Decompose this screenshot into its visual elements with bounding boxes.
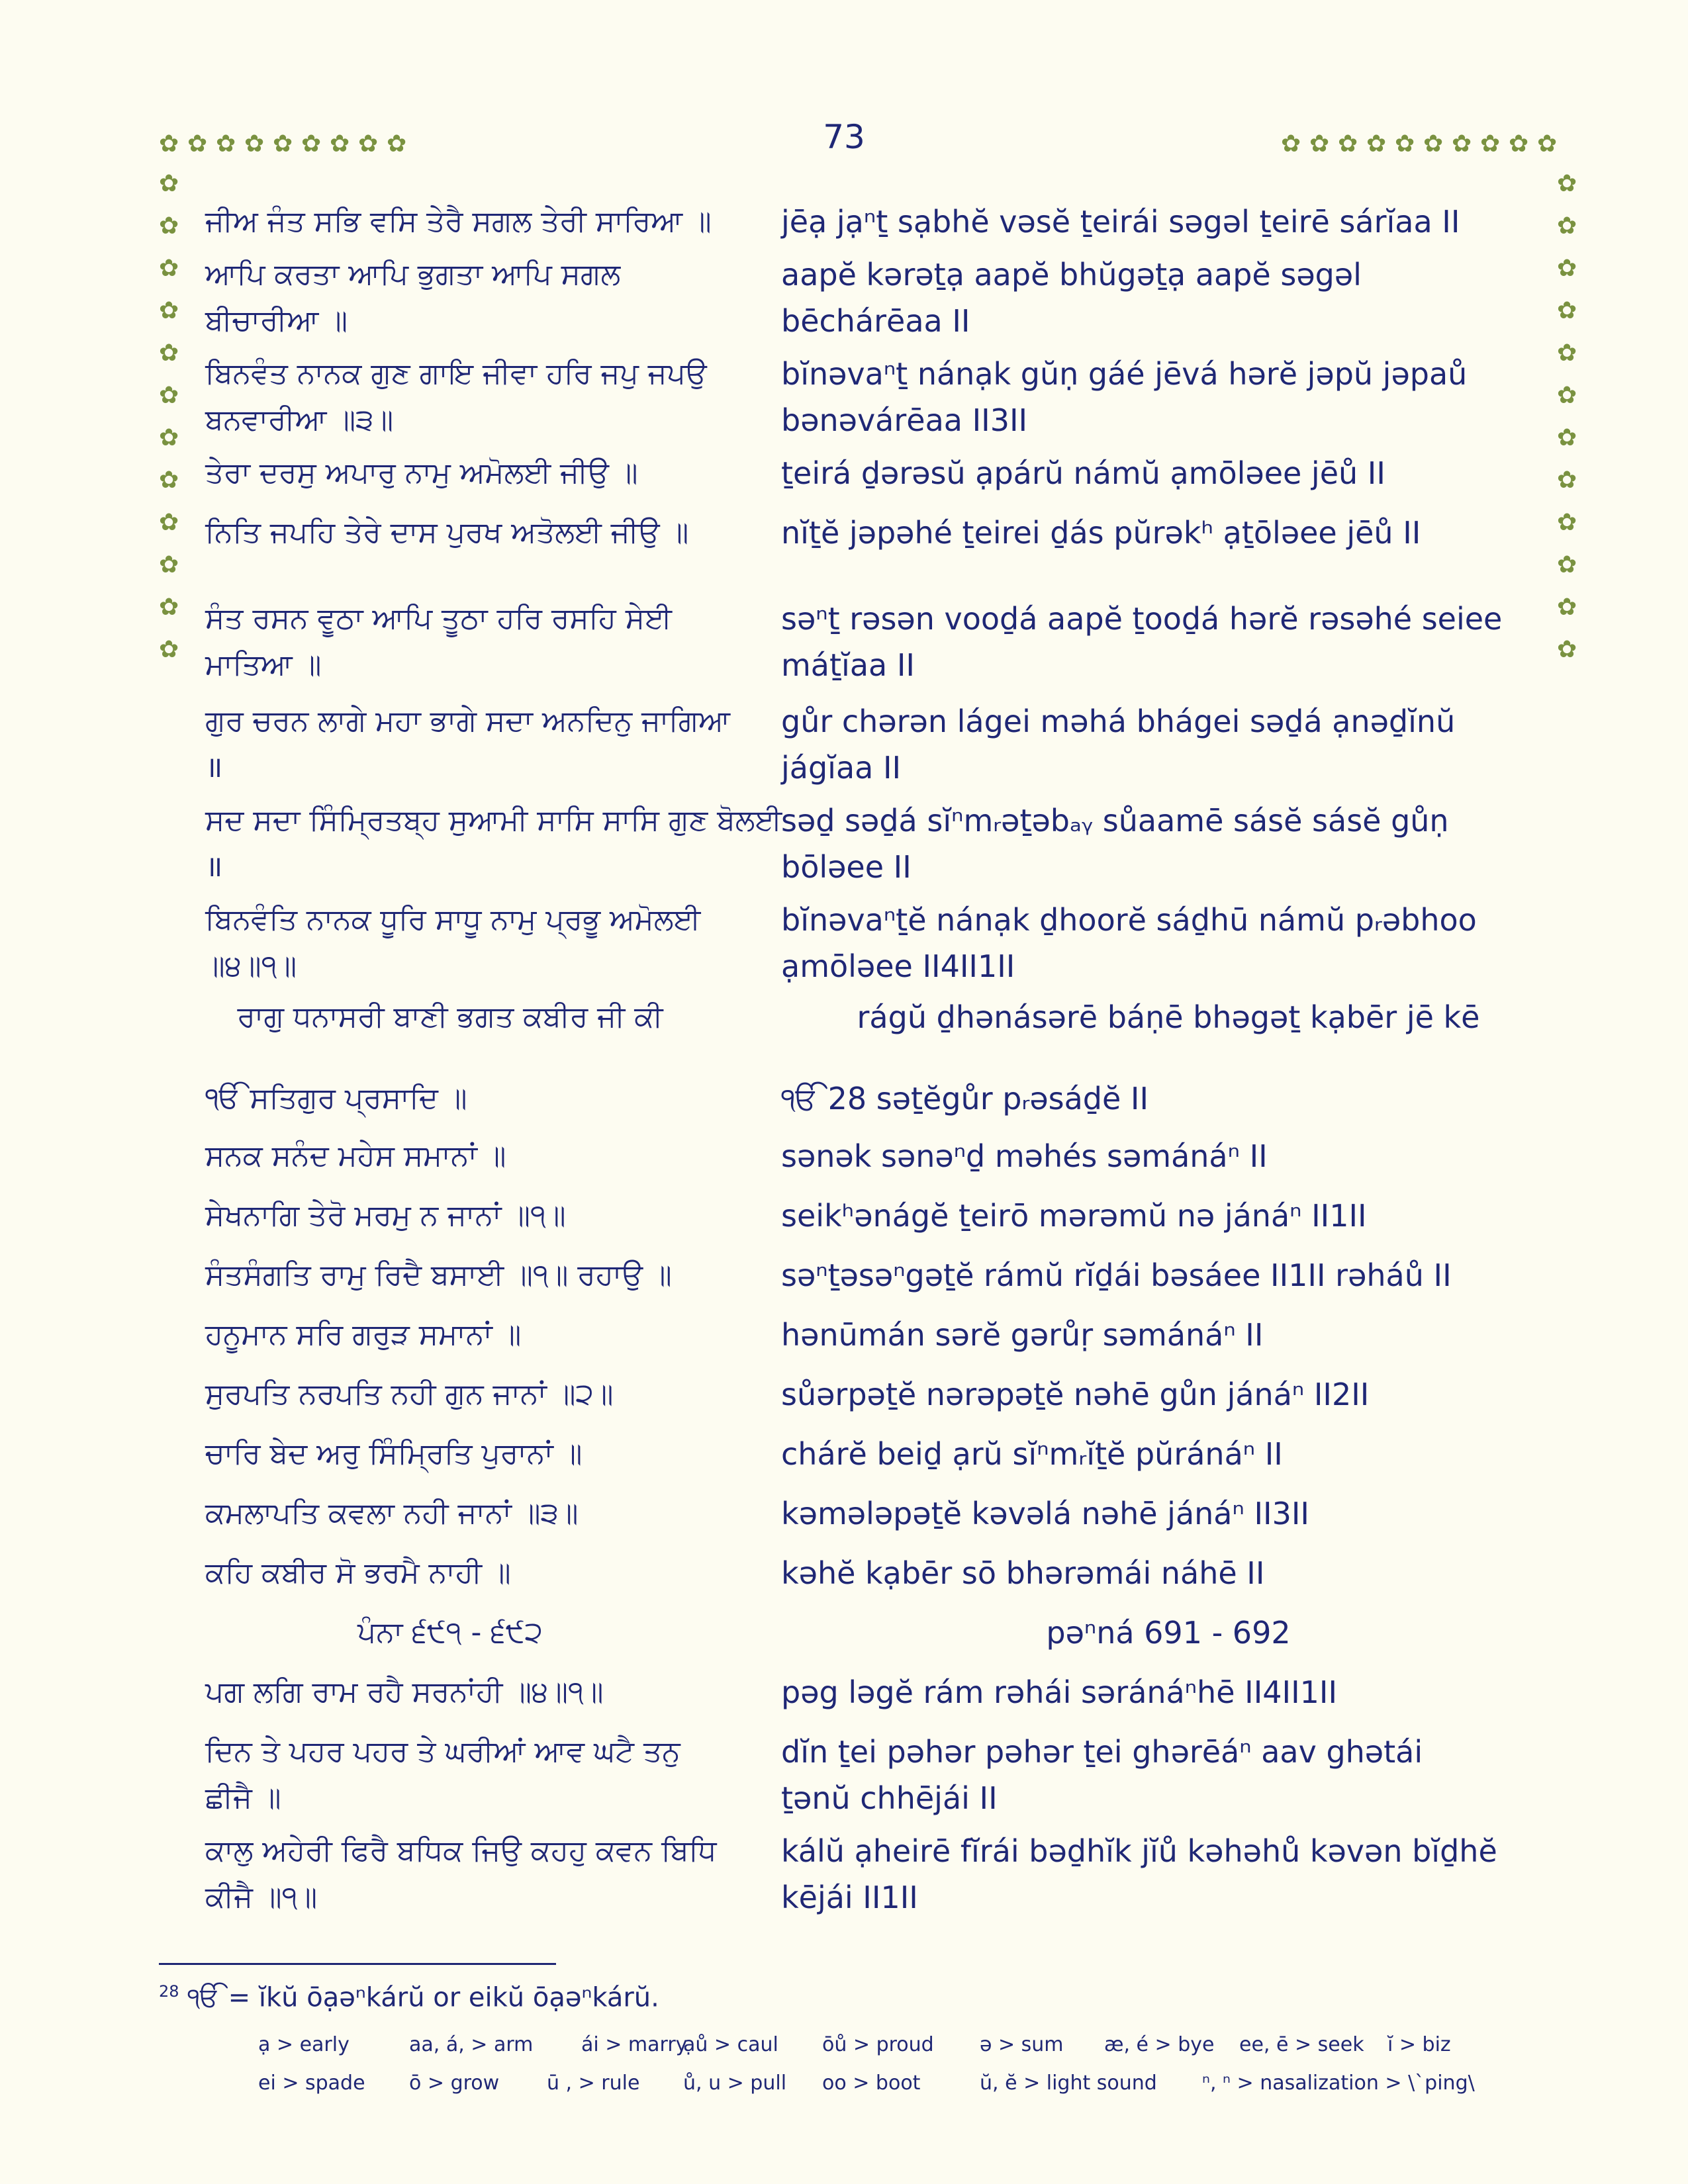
pronunciation-key-item: aa, á, > arm [409, 2033, 534, 2056]
gurmukhi-line: ਆਪਿ ਕਰਤਾ ਆਪਿ ਭੁਗਤਾ ਆਪਿ ਸਗਲ [205, 257, 621, 291]
page-number: 73 [823, 118, 865, 156]
gurmukhi-line-continued: ਬਨਵਾਰੀਆ ॥੩॥ [205, 403, 394, 437]
pronunciation-key-item: ⁿ, ⁿ > nasalization > \`ping\ [1202, 2071, 1475, 2095]
flower-border-top-right [1281, 131, 1585, 158]
footnote-marker: 28 [159, 1982, 179, 2001]
gurmukhi-line: ਤੇਰਾ ਦਰਸੁ ਅਪਾਰੁ ਨਾਮੁ ਅਮੋਲਈ ਜੀਉ ॥ [205, 456, 638, 490]
flower-icon: ✿ [159, 594, 179, 621]
gurmukhi-line: ਸੇਖਨਾਗਿ ਤੇਰੋ ਮਰਮੁ ਨ ਜਾਨਾਂ ॥੧॥ [205, 1199, 566, 1232]
transliteration-line-continued: bōləee II [781, 849, 912, 885]
flower-icon: ✿ [1557, 340, 1577, 367]
flower-icon: ✿ [1557, 509, 1577, 536]
flower-icon: ✿ [187, 130, 208, 158]
gurmukhi-line: ਸਦ ਸਦਾ ਸਿੰਮ੍ਰਿਤਬ੍ਹ ਸੁਆਮੀ ਸਾਸਿ ਸਾਸਿ ਗੁਣ ਬੋਲਈ [205, 803, 782, 837]
transliteration-line: sənək sənəⁿḏ məhés səmánáⁿ II [781, 1138, 1268, 1174]
flower-icon: ✿ [159, 340, 179, 367]
flower-icon: ✿ [1557, 212, 1577, 240]
flower-icon: ✿ [159, 382, 179, 409]
gurmukhi-line-continued: ਮਾਤਿਆ ॥ [205, 648, 322, 682]
flower-icon: ✿ [273, 130, 293, 158]
transliteration-line-continued: ṯənŭ chhējái II [781, 1780, 998, 1816]
flower-icon: ✿ [159, 130, 179, 158]
pronunciation-key-item: ŭ, ĕ > light sound [980, 2071, 1157, 2095]
pronunciation-key-item: ạ > early [258, 2033, 350, 2056]
flower-icon: ✿ [1366, 130, 1387, 158]
transliteration-line: gůr chərən lágei məhá bhágei səḏá ạnəḏĭnŭ [781, 704, 1456, 739]
transliteration-line: bĭnəvaⁿṯĕ nánạk ḏhoorĕ sáḏhū námŭ pᵣəbhoo [781, 902, 1477, 938]
transliteration-line: səⁿṯəsəⁿgəṯĕ rámŭ rĭḏái bəsáee II1II rəháů II [781, 1257, 1452, 1293]
transliteration-line: dĭn ṯei pəhər pəhər ṯei ghərēáⁿ aav ghətái [781, 1734, 1423, 1770]
transliteration-line: səⁿṯ rəsən vooḏá aapĕ ṯooḏá hərĕ rəsəhé seiee [781, 601, 1503, 637]
gurmukhi-line: ਚਾਰਿ ਬੇਦ ਅਰੁ ਸਿੰਮ੍ਰਿਤਿ ਪੁਰਾਨਾਂ ॥ [205, 1437, 583, 1471]
transliteration-line-continued: jágĭaa II [781, 750, 902, 786]
transliteration-line-continued: kējái II1II [781, 1880, 918, 1915]
transliteration-line: kálŭ ạheirē fĭrái bəḏhĭk jĭů kəhəhů kəvən bĭḏhĕ [781, 1833, 1497, 1869]
flower-icon: ✿ [159, 297, 179, 324]
gurmukhi-line-continued: ॥ [205, 850, 223, 884]
gurmukhi-line-continued: ॥ [205, 751, 223, 784]
footnote-symbol: ੴ [187, 1982, 220, 2013]
gurmukhi-line: ਕਾਲੁ ਅਹੇਰੀ ਫਿਰੈ ਬਧਿਕ ਜਿਉ ਕਹਹੁ ਕਵਨ ਬਿਧਿ [205, 1834, 717, 1868]
gurmukhi-line: ਪਗ ਲਗਿ ਰਾਮ ਰਹੈ ਸਰਨਾਂਹੀ ॥੪॥੧॥ [205, 1675, 604, 1709]
transliteration-line: jēạ jạⁿṯ sạbhĕ vəsĕ ṯeirái səgəl ṯeirē sárĭaa II [781, 204, 1460, 240]
footnote [159, 1982, 659, 2013]
flower-icon: ✿ [1480, 130, 1501, 158]
flower-icon: ✿ [1281, 130, 1301, 158]
gurmukhi-line: ਬਿਨਵੰਤ ਨਾਨਕ ਗੁਣ ਗਾਇ ਜੀਵਾ ਹਰਿ ਜਪੁ ਜਪਉ [205, 357, 707, 390]
flower-icon: ✿ [1395, 130, 1415, 158]
gurmukhi-line: ਕਮਲਾਪਤਿ ਕਵਲਾ ਨਹੀ ਜਾਨਾਂ ॥੩॥ [205, 1496, 579, 1530]
flower-icon: ✿ [1557, 382, 1577, 409]
gurmukhi-line: ਜੀਅ ਜੰਤ ਸਭਿ ਵਸਿ ਤੇਰੈ ਸਗਲ ਤੇਰੀ ਸਾਰਿਆ ॥ [205, 205, 712, 238]
footnote-text: = ĭkŭ ōạəⁿkárŭ or eikŭ ōạəⁿkárŭ. [228, 1982, 659, 2013]
transliteration-line-continued: ạmōləee II4II1II [781, 948, 1015, 984]
flower-icon: ✿ [159, 467, 179, 494]
transliteration-line: səḏ səḏá sĭⁿmᵣəṯəbₐᵧ sůaamē sásĕ sásĕ gůṇ [781, 803, 1449, 839]
flower-icon: ✿ [1557, 594, 1577, 621]
flower-icon: ✿ [159, 509, 179, 536]
flower-icon: ✿ [1338, 130, 1358, 158]
flower-icon: ✿ [216, 130, 236, 158]
gurmukhi-line: ਦਿਨ ਤੇ ਪਹਰ ਪਹਰ ਤੇ ਘਰੀਆਂ ਆਵ ਘਟੈ ਤਨੁ [205, 1735, 680, 1768]
transliteration-line: seikʰənágĕ ṯeirō mərəmŭ nə jánáⁿ II1II [781, 1198, 1367, 1234]
gurmukhi-line: ਗੁਰ ਚਰਨ ਲਾਗੇ ਮਹਾ ਭਾਗੇ ਸਦਾ ਅਨਦਿਨੁ ਜਾਗਿਆ [205, 704, 731, 738]
gurmukhi-line: ਨਿਤਿ ਜਪਹਿ ਤੇਰੇ ਦਾਸ ਪੁਰਖ ਅਤੋਲਈ ਜੀਉ ॥ [205, 516, 689, 549]
pronunciation-key-item: ōů > proud [822, 2033, 934, 2056]
flower-icon: ✿ [159, 170, 179, 197]
flower-icon: ✿ [1557, 297, 1577, 324]
gurmukhi-line-continued: ਬੀਚਾਰੀਆ ॥ [205, 304, 348, 338]
page-reference-gurmukhi: ਪੰਨਾ ੬੯੧ - ੬੯੨ [357, 1615, 543, 1649]
flower-icon: ✿ [358, 130, 379, 158]
transliteration-line: sůərpəṯĕ nərəpəṯĕ nəhē gůn jánáⁿ II2II [781, 1377, 1370, 1412]
flower-icon: ✿ [159, 212, 179, 240]
pronunciation-key-item: ō > grow [409, 2071, 500, 2095]
flower-icon: ✿ [1557, 467, 1577, 494]
transliteration-line: bĭnəvaⁿṯ nánạk gŭṇ gáé jēvá hərĕ jəpŭ jəpaů [781, 356, 1468, 392]
transliteration-line: pəg ləgĕ rám rəhái səránáⁿhē II4II1II [781, 1674, 1338, 1710]
gurmukhi-line: ੴ ਸਤਿਗੁਰ ਪ੍ਰਸਾਦਿ ॥ [205, 1081, 467, 1115]
pronunciation-key-item: ə > sum [980, 2033, 1064, 2056]
gurmukhi-line: ਸੰਤ ਰਸਨ ਵੂਠਾ ਆਪਿ ਤੂਠਾ ਹਰਿ ਰਸਹਿ ਸੇਈ [205, 602, 672, 635]
footnote-divider [159, 1963, 556, 1965]
flower-icon: ✿ [1557, 170, 1577, 197]
flower-icon: ✿ [1557, 551, 1577, 578]
transliteration-line: hənūmán sərĕ gərůṛ səmánáⁿ II [781, 1317, 1264, 1353]
flower-icon: ✿ [1452, 130, 1472, 158]
flower-icon: ✿ [1557, 424, 1577, 451]
flower-border-top-left [159, 131, 424, 158]
flower-icon: ✿ [159, 255, 179, 282]
transliteration-line: kəmələpəṯĕ kəvəlá nəhē jánáⁿ II3II [781, 1496, 1309, 1531]
raag-heading-transliteration: rágŭ ḏhənásərē báṇē bhəgəṯ kạbēr jē kē [857, 999, 1480, 1035]
transliteration-line-continued: bēchárēaa II [781, 303, 970, 339]
flower-icon: ✿ [301, 130, 322, 158]
gurmukhi-line-continued: ॥੪॥੧॥ [205, 949, 297, 983]
flower-icon: ✿ [244, 130, 265, 158]
gurmukhi-line-continued: ਕੀਜੈ ॥੧॥ [205, 1880, 318, 1914]
page-reference-transliteration: pəⁿná 691 - 692 [1046, 1615, 1291, 1651]
pronunciation-key-item: ū , > rule [547, 2071, 640, 2095]
gurmukhi-line: ਬਿਨਵੰਤਿ ਨਾਨਕ ਧੂਰਿ ਸਾਧੂ ਨਾਮੁ ਪ੍ਰਭੂ ਅਮੋਲਈ [205, 903, 701, 936]
pronunciation-key-item: ei > spade [258, 2071, 365, 2095]
pronunciation-key-item: oo > boot [822, 2071, 921, 2095]
pronunciation-key-item: ạů > caul [683, 2033, 778, 2056]
gurmukhi-line-continued: ਛੀਜੈ ॥ [205, 1781, 281, 1815]
pronunciation-key-item: ů, u > pull [683, 2071, 787, 2095]
transliteration-line: kəhĕ kạbēr sō bhərəmái náhē II [781, 1555, 1265, 1591]
pronunciation-key-item: ái > marry [581, 2033, 688, 2056]
pronunciation-key-item: æ, é > bye [1104, 2033, 1215, 2056]
transliteration-line: nĭṯĕ jəpəhé ṯeirei ḏás pŭrəkʰ ạṯōləee jēů II [781, 515, 1421, 551]
gurmukhi-line: ਕਹਿ ਕਬੀਰ ਸੋ ਭਰਮੈ ਨਾਹੀ ॥ [205, 1556, 511, 1590]
flower-icon: ✿ [159, 424, 179, 451]
gurmukhi-line: ਸੰਤਸੰਗਤਿ ਰਾਮੁ ਰਿਦੈ ਬਸਾਈ ॥੧॥ ਰਹਾਉ ॥ [205, 1258, 672, 1292]
transliteration-line: aapĕ kərəṯạ aapĕ bhŭgəṯạ aapĕ səgəl [781, 257, 1362, 293]
transliteration-line: ṯeirá ḏərəsŭ ạpárŭ námŭ ạmōləee jēů II [781, 455, 1385, 491]
pronunciation-key-item: ee, ē > seek [1239, 2033, 1364, 2056]
gurmukhi-line: ਸਨਕ ਸਨੰਦ ਮਹੇਸ ਸਮਾਨਾਂ ॥ [205, 1139, 506, 1173]
gurmukhi-line: ਹਨੂਮਾਨ ਸਰਿ ਗਰੁੜ ਸਮਾਨਾਂ ॥ [205, 1318, 522, 1351]
transliteration-line: chárĕ beiḏ ạrŭ sĭⁿmᵣĭṯĕ pŭránáⁿ II [781, 1436, 1283, 1472]
flower-icon: ✿ [387, 130, 407, 158]
gurmukhi-line: ਸੁਰਪਤਿ ਨਰਪਤਿ ਨਹੀ ਗੁਨ ਜਾਨਾਂ ॥੨॥ [205, 1377, 614, 1411]
transliteration-line: ੴ 28 səṯĕgůr pᵣəsáḏĕ II [781, 1081, 1149, 1116]
flower-icon: ✿ [330, 130, 350, 158]
flower-icon: ✿ [1309, 130, 1330, 158]
flower-icon: ✿ [1537, 130, 1558, 158]
flower-icon: ✿ [159, 636, 179, 663]
flower-icon: ✿ [1423, 130, 1444, 158]
raag-heading-gurmukhi: ਰਾਗੁ ਧਨਾਸਰੀ ਬਾਣੀ ਭਗਤ ਕਬੀਰ ਜੀ ਕੀ [237, 1000, 663, 1034]
pronunciation-key-item: ĭ > biz [1387, 2033, 1451, 2056]
transliteration-line-continued: bənəvárēaa II3II [781, 402, 1028, 438]
flower-icon: ✿ [1557, 636, 1577, 663]
transliteration-line-continued: máṯĭaa II [781, 647, 915, 683]
flower-icon: ✿ [1509, 130, 1529, 158]
flower-icon: ✿ [1557, 255, 1577, 282]
flower-icon: ✿ [159, 551, 179, 578]
